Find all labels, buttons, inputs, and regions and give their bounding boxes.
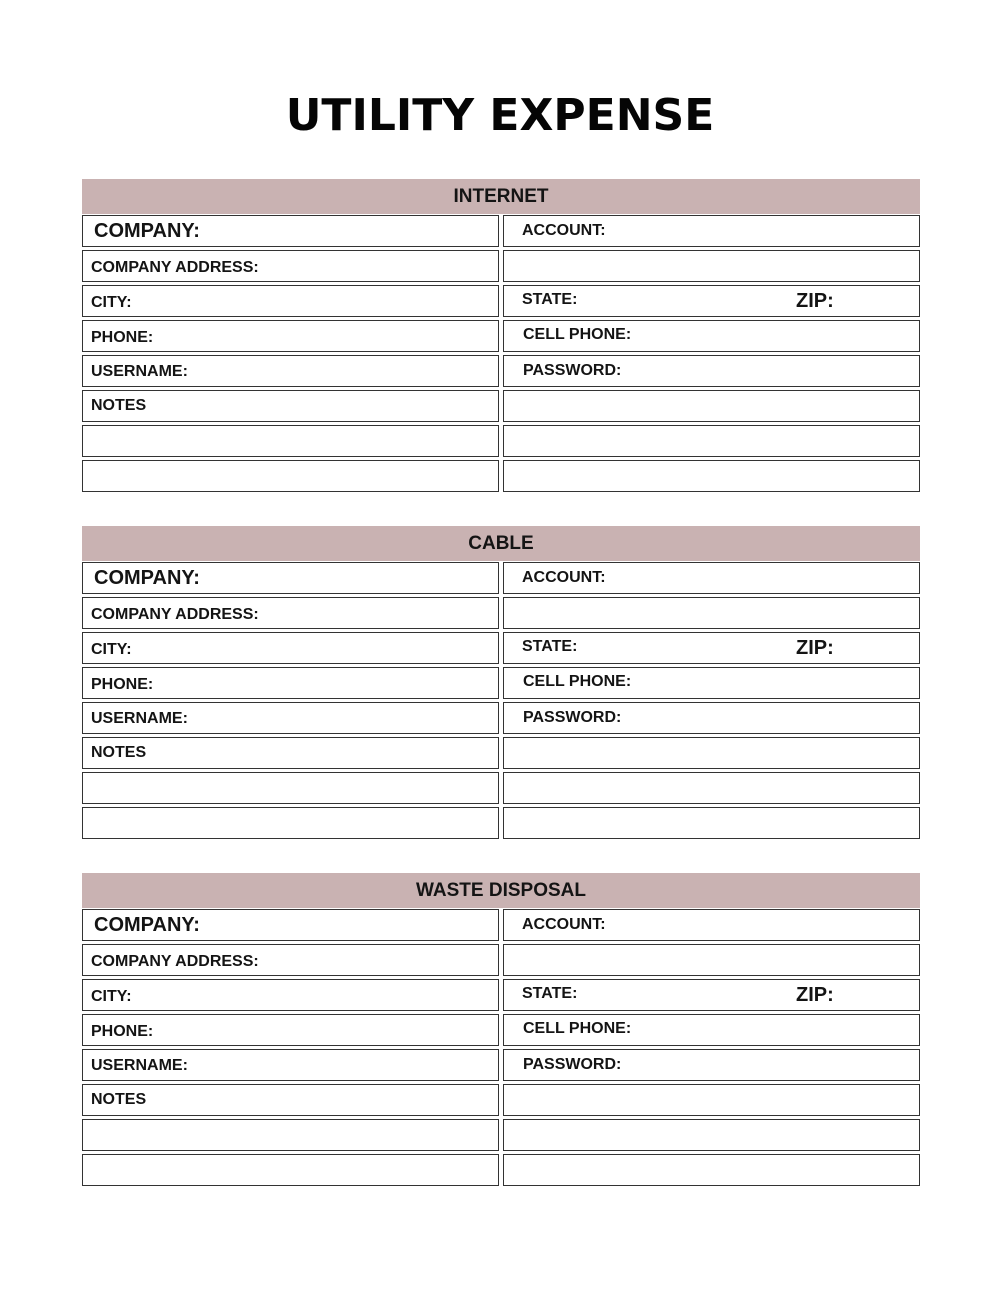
- password-field[interactable]: [503, 702, 920, 734]
- notes-line[interactable]: [503, 737, 920, 769]
- phone-field[interactable]: [82, 667, 499, 699]
- username-label: USERNAME:: [91, 1057, 188, 1074]
- username-label: USERNAME:: [91, 363, 188, 380]
- zip-label: ZIP:: [796, 637, 834, 659]
- state-zip-field[interactable]: [503, 979, 920, 1011]
- notes-line[interactable]: [82, 1154, 499, 1186]
- company-address-field[interactable]: [82, 597, 499, 629]
- company-label: COMPANY:: [94, 914, 200, 936]
- password-label: PASSWORD:: [523, 709, 622, 726]
- notes-line[interactable]: [503, 425, 920, 457]
- state-label: STATE:: [522, 291, 578, 308]
- company-address-field[interactable]: [82, 944, 499, 976]
- username-label: USERNAME:: [91, 710, 188, 727]
- account-label: ACCOUNT:: [522, 916, 606, 933]
- company-address-continued-field[interactable]: [503, 944, 920, 976]
- username-field[interactable]: [82, 1049, 499, 1081]
- notes-line[interactable]: [503, 1119, 920, 1151]
- account-label: ACCOUNT:: [522, 222, 606, 239]
- notes-line[interactable]: [503, 460, 920, 492]
- company-label: COMPANY:: [94, 567, 200, 589]
- company-field[interactable]: [82, 909, 499, 941]
- cell-phone-field[interactable]: [503, 1014, 920, 1046]
- account-label: ACCOUNT:: [522, 569, 606, 586]
- notes-label: NOTES: [91, 397, 147, 414]
- company-address-continued-field[interactable]: [503, 597, 920, 629]
- notes-line[interactable]: [82, 807, 499, 839]
- section-heading: CABLE: [82, 526, 920, 561]
- notes-line[interactable]: [82, 1119, 499, 1151]
- account-field[interactable]: [503, 215, 920, 247]
- zip-label: ZIP:: [796, 290, 834, 312]
- section-internet: [82, 179, 920, 492]
- phone-label: PHONE:: [91, 329, 154, 346]
- account-field[interactable]: [503, 562, 920, 594]
- notes-line[interactable]: [503, 1154, 920, 1186]
- company-address-label: COMPANY ADDRESS:: [91, 953, 259, 970]
- section-cable: [82, 526, 920, 839]
- notes-field[interactable]: [82, 1084, 499, 1116]
- zip-label: ZIP:: [796, 984, 834, 1006]
- cell-phone-label: CELL PHONE:: [523, 326, 632, 343]
- state-label: STATE:: [522, 985, 578, 1002]
- password-label: PASSWORD:: [523, 1056, 622, 1073]
- phone-label: PHONE:: [91, 676, 154, 693]
- password-field[interactable]: [503, 1049, 920, 1081]
- city-field[interactable]: [82, 979, 499, 1011]
- notes-line[interactable]: [503, 390, 920, 422]
- notes-field[interactable]: [82, 390, 499, 422]
- company-field[interactable]: [82, 215, 499, 247]
- city-field[interactable]: [82, 285, 499, 317]
- username-field[interactable]: [82, 702, 499, 734]
- page-title: UTILITY EXPENSE: [285, 90, 715, 141]
- state-zip-field[interactable]: [503, 285, 920, 317]
- cell-phone-field[interactable]: [503, 667, 920, 699]
- section-heading: INTERNET: [82, 179, 920, 214]
- company-field[interactable]: [82, 562, 499, 594]
- phone-field[interactable]: [82, 320, 499, 352]
- password-field[interactable]: [503, 355, 920, 387]
- notes-label: NOTES: [91, 1091, 147, 1108]
- phone-label: PHONE:: [91, 1023, 154, 1040]
- city-label: CITY:: [91, 294, 132, 311]
- city-label: CITY:: [91, 988, 132, 1005]
- cell-phone-field[interactable]: [503, 320, 920, 352]
- section-heading: WASTE DISPOSAL: [82, 873, 920, 908]
- notes-line[interactable]: [503, 772, 920, 804]
- notes-field[interactable]: [82, 737, 499, 769]
- account-field[interactable]: [503, 909, 920, 941]
- company-address-continued-field[interactable]: [503, 250, 920, 282]
- company-label: COMPANY:: [94, 220, 200, 242]
- city-label: CITY:: [91, 641, 132, 658]
- notes-line[interactable]: [82, 425, 499, 457]
- company-address-label: COMPANY ADDRESS:: [91, 259, 259, 276]
- section-waste-disposal: [82, 873, 920, 1186]
- notes-line[interactable]: [503, 1084, 920, 1116]
- state-zip-field[interactable]: [503, 632, 920, 664]
- notes-label: NOTES: [91, 744, 147, 761]
- phone-field[interactable]: [82, 1014, 499, 1046]
- notes-line[interactable]: [82, 460, 499, 492]
- cell-phone-label: CELL PHONE:: [523, 673, 632, 690]
- company-address-label: COMPANY ADDRESS:: [91, 606, 259, 623]
- notes-line[interactable]: [82, 772, 499, 804]
- city-field[interactable]: [82, 632, 499, 664]
- notes-line[interactable]: [503, 807, 920, 839]
- cell-phone-label: CELL PHONE:: [523, 1020, 632, 1037]
- state-label: STATE:: [522, 638, 578, 655]
- company-address-field[interactable]: [82, 250, 499, 282]
- username-field[interactable]: [82, 355, 499, 387]
- password-label: PASSWORD:: [523, 362, 622, 379]
